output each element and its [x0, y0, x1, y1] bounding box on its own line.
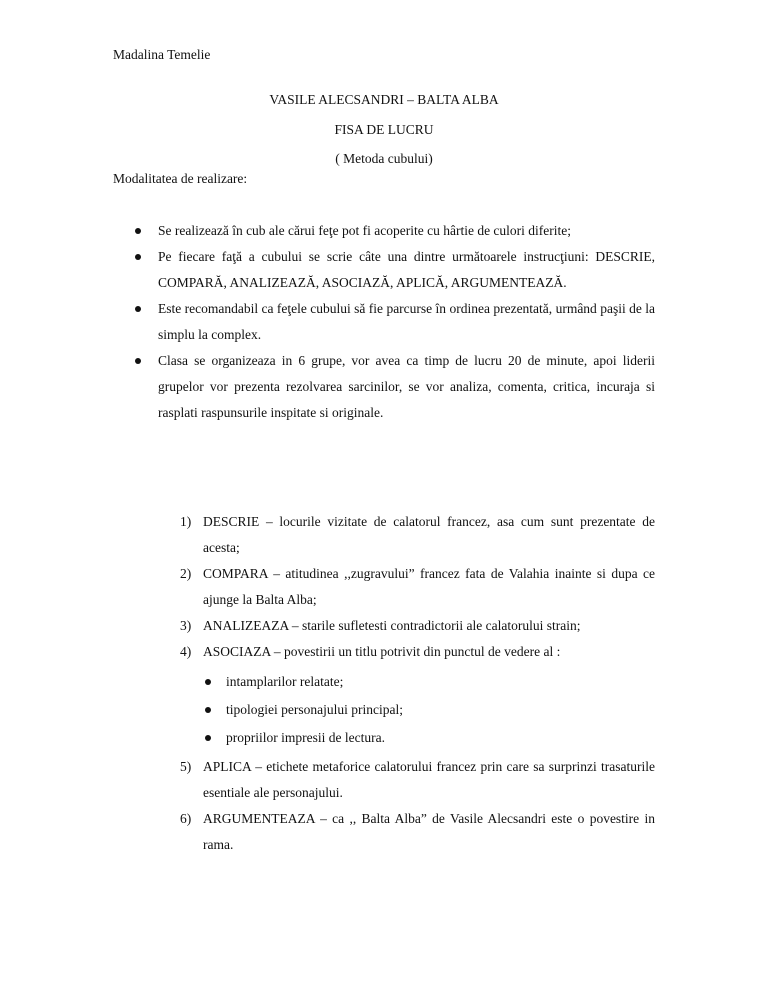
document-title: VASILE ALECSANDRI – BALTA ALBA [269, 92, 499, 107]
task-item [180, 754, 655, 806]
list-item: Este recomandabil ca feţele cubului să fie parcurse în ordinea prezentată, urmând paşii de la simplu la complex. [113, 296, 655, 348]
method-subtitle: ( Metoda cubului) [335, 151, 433, 166]
sub-list-item: propriilor impresii de lectura. [203, 724, 655, 752]
task-number: 5) [180, 759, 192, 774]
worksheet-title: FISA DE LUCRU [334, 121, 434, 137]
task-number: 2) [180, 566, 192, 581]
list-item: Clasa se organizeaza in 6 grupe, vor avea ca timp de lucru 20 de minute, apoi liderii grupelor vor prezenta rezolvarea sarcinilor, se vor analiza, comenta, critica, incuraja si rasplati raspunsurile inspitate si originale. [113, 348, 655, 426]
list-item: Se realizează în cub ale cărui feţe pot fi acoperite cu hârtie de culori diferite; [113, 218, 655, 244]
task-text: ARGUMENTEAZA – ca ,, Balta Alba” de Vasile Alecsandri este o povestire in rama. [203, 811, 655, 852]
title-block [113, 91, 655, 180]
task-text: ANALIZEAZA – starile sufletesti contradictorii ale calatorului strain; [203, 618, 581, 633]
task-item [180, 806, 655, 858]
intro-label: Modalitatea de realizare: [113, 171, 248, 186]
task-number: 3) [180, 618, 192, 633]
task-text: APLICA – etichete metaforice calatorului francez prin care sa surprinzi trasaturile esentiale ale personajului. [203, 759, 655, 800]
task-text: ASOCIAZA – povestirii un titlu potrivit din punctul de vedere al : [203, 644, 561, 659]
sub-list-item: intamplarilor relatate; [203, 668, 655, 696]
task-number: 4) [180, 644, 192, 659]
task-item [180, 613, 655, 639]
list-item: Pe fiecare faţă a cubului se scrie câte una dintre următoarele instrucţiuni: DESCRIE, COMPARĂ, ANALIZEAZĂ, ASOCIAZĂ, APLICĂ, ARGUMENTEAZĂ. [113, 244, 655, 296]
task-number: 6) [180, 811, 192, 826]
task-item [180, 639, 655, 752]
task-text: DESCRIE – locurile vizitate de calatorul francez, asa cum sunt prezentate de acesta; [203, 514, 655, 555]
task-item [180, 561, 655, 613]
sub-list [203, 668, 655, 752]
author-name: Madalina Temelie [113, 47, 211, 62]
task-item [180, 509, 655, 561]
sub-list-item: tipologiei personajului principal; [203, 696, 655, 724]
task-text: COMPARA – atitudinea ,,zugravului” francez fata de Valahia inainte si dupa ce ajunge la Balta Alba; [203, 566, 655, 607]
instructions-list [113, 218, 655, 426]
task-number: 1) [180, 514, 192, 529]
tasks-list [180, 509, 655, 858]
